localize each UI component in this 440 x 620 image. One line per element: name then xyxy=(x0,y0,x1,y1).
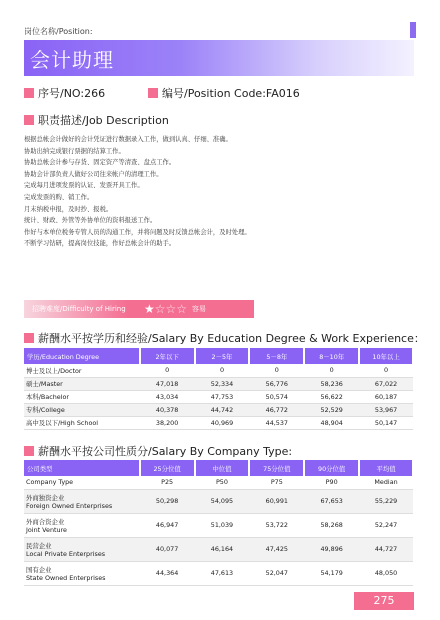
table-cell: Median xyxy=(359,476,413,489)
table-cell: 55,229 xyxy=(359,489,413,513)
table-cell: 52,529 xyxy=(304,403,359,416)
table-cell: 48,904 xyxy=(304,416,359,429)
table-cell: 47,018 xyxy=(140,377,195,390)
job-line: 完成每月进项发票的认证、发票开具工作。 xyxy=(24,182,144,190)
column-header: 平均值 xyxy=(359,460,413,476)
position-code: 编号/Position Code:FA016 xyxy=(148,85,300,101)
table-cell: 53,967 xyxy=(359,403,413,416)
table-cell: 52,247 xyxy=(359,513,413,537)
table-cell: 53,722 xyxy=(249,513,304,537)
table-cell: 50,298 xyxy=(140,489,195,513)
corner-accent-bar xyxy=(410,22,416,38)
table-row xyxy=(24,364,413,377)
table-cell: 40,969 xyxy=(195,416,250,429)
edu-salary-table xyxy=(24,348,414,430)
table-header-row xyxy=(24,460,413,476)
table-cell: 38,200 xyxy=(140,416,195,429)
serial-number: 序号/NO:266 xyxy=(24,85,105,101)
pink-square-icon xyxy=(24,88,34,98)
table-row xyxy=(24,416,413,429)
job-line: 根据总帐会计做好的会计凭证进行数据录入工作，做到认真、仔细、准确。 xyxy=(24,136,232,143)
company-type-en: Joint Venture xyxy=(26,525,67,534)
column-header: 5－8年 xyxy=(249,348,304,364)
table-row xyxy=(24,561,413,585)
column-header: 90分位值 xyxy=(304,460,359,476)
table-cell xyxy=(24,513,140,537)
table-cell: 60,187 xyxy=(359,390,413,403)
table-cell: 49,896 xyxy=(304,537,359,561)
column-header: 10年以上 xyxy=(359,348,413,364)
column-header: 8－10年 xyxy=(304,348,359,364)
table-cell: 0 xyxy=(249,364,304,377)
table-row xyxy=(24,489,413,513)
table-cell: 50,574 xyxy=(249,390,304,403)
column-header: 2－5年 xyxy=(195,348,250,364)
column-header: 学历/Education Degree xyxy=(24,348,140,364)
table-cell: 0 xyxy=(195,364,250,377)
table-cell: 0 xyxy=(359,364,413,377)
table-row xyxy=(24,377,413,390)
table-cell: P50 xyxy=(195,476,250,489)
star-rating xyxy=(144,302,187,316)
table-cell: 58,268 xyxy=(304,513,359,537)
table-cell: 46,164 xyxy=(195,537,250,561)
meta-row xyxy=(24,85,414,99)
company-salary-heading: 薪酬水平按公司性质分/Salary By Company Type: xyxy=(24,443,292,459)
table-cell: 0 xyxy=(140,364,195,377)
column-header: 25分位值 xyxy=(140,460,195,476)
table-cell: 56,622 xyxy=(304,390,359,403)
table-row xyxy=(24,390,413,403)
company-type-cn: 外商独资企业 xyxy=(26,493,65,502)
star-filled-icon: ★ xyxy=(144,302,155,316)
table-cell: 博士及以上/Doctor xyxy=(24,364,140,377)
position-title: 会计助理 xyxy=(30,48,114,72)
table-cell: 44,364 xyxy=(140,561,195,585)
job-description-list xyxy=(24,134,251,250)
table-cell xyxy=(24,537,140,561)
company-salary-table xyxy=(24,460,414,586)
edu-salary-heading: 薪酬水平按学历和经验/Salary By Education Degree & Work Experience： xyxy=(24,330,425,346)
table-cell: 51,039 xyxy=(195,513,250,537)
column-header: 公司类型 xyxy=(24,460,140,476)
job-line: 完成发票的购、销工作。 xyxy=(24,193,94,201)
job-line: 协助出纳完成银行票据的结算工作。 xyxy=(24,147,125,155)
title-banner xyxy=(24,40,414,76)
table-cell: 46,947 xyxy=(140,513,195,537)
table-row xyxy=(24,476,413,489)
table-cell: 67,022 xyxy=(359,377,413,390)
table-cell: 47,753 xyxy=(195,390,250,403)
job-line: 月末纳税申报，及时抄、报税。 xyxy=(24,205,113,213)
company-type-cn: 外商合资企业 xyxy=(26,517,65,526)
table-cell: 50,147 xyxy=(359,416,413,429)
table-cell xyxy=(24,489,140,513)
table-cell: 60,991 xyxy=(249,489,304,513)
hiring-difficulty-bar xyxy=(24,300,254,318)
table-cell: 56,776 xyxy=(249,377,304,390)
company-type-cn: 民营企业 xyxy=(26,541,52,550)
table-cell: 54,179 xyxy=(304,561,359,585)
table-cell: 44,537 xyxy=(249,416,304,429)
company-type-en: Foreign Owned Enterprises xyxy=(26,501,113,510)
job-description-heading: 职责描述/Job Description xyxy=(24,112,169,128)
company-type-en: State Owned Enterprises xyxy=(26,573,106,582)
table-cell: 52,334 xyxy=(195,377,250,390)
pink-square-icon xyxy=(24,115,34,125)
pink-square-icon xyxy=(148,88,158,98)
column-header: 75分位值 xyxy=(249,460,304,476)
pink-square-icon xyxy=(24,446,34,456)
table-cell: 本科/Bachelor xyxy=(24,390,140,403)
column-header: 2年以下 xyxy=(140,348,195,364)
job-line: 作好与本单位税务专管人员的沟通工作，并将问题及时反馈总帐会计，及时处理。 xyxy=(24,228,251,236)
table-cell: 47,613 xyxy=(195,561,250,585)
table-cell: 40,077 xyxy=(140,537,195,561)
table-cell: 67,653 xyxy=(304,489,359,513)
page-number: 275 xyxy=(354,592,414,610)
table-cell: 高中及以下/High School xyxy=(24,416,140,429)
table-cell: 44,727 xyxy=(359,537,413,561)
table-cell: 48,050 xyxy=(359,561,413,585)
table-cell: 58,236 xyxy=(304,377,359,390)
table-cell: 硕士/Master xyxy=(24,377,140,390)
table-row xyxy=(24,537,413,561)
table-cell: 54,095 xyxy=(195,489,250,513)
table-cell xyxy=(24,561,140,585)
table-cell: Company Type xyxy=(24,476,140,489)
job-line: 协助总帐会计参与存货、固定资产等清查、盘点工作。 xyxy=(24,159,176,167)
table-cell: 40,378 xyxy=(140,403,195,416)
table-cell: 43,034 xyxy=(140,390,195,403)
job-line: 协助会计部负责人做好公司往来帐户的清理工作。 xyxy=(24,170,163,178)
difficulty-label: 招聘难度/Difficulty of Hiring xyxy=(32,305,126,313)
table-cell: P75 xyxy=(249,476,304,489)
table-cell: 0 xyxy=(304,364,359,377)
table-row xyxy=(24,403,413,416)
table-cell: 专科/College xyxy=(24,403,140,416)
pink-square-icon xyxy=(24,333,34,343)
table-cell: 52,047 xyxy=(249,561,304,585)
position-label: 岗位名称/Position: xyxy=(24,27,93,36)
table-cell: 44,742 xyxy=(195,403,250,416)
table-row xyxy=(24,513,413,537)
job-line: 不断学习钻研，提高岗位技能，作好总帐会计的助手。 xyxy=(24,240,176,248)
table-cell: 47,425 xyxy=(249,537,304,561)
company-type-en: Local Private Enterprises xyxy=(26,549,106,558)
table-cell: P25 xyxy=(140,476,195,489)
table-cell: 46,772 xyxy=(249,403,304,416)
company-type-cn: 国有企业 xyxy=(26,565,52,574)
star-empty-icon: ☆☆☆ xyxy=(154,302,188,316)
column-header: 中位值 xyxy=(195,460,250,476)
table-header-row xyxy=(24,348,413,364)
job-line: 统计、财政、外管等外协单位的资料报送工作。 xyxy=(24,217,157,225)
difficulty-level: 容易 xyxy=(192,305,207,313)
table-cell: P90 xyxy=(304,476,359,489)
